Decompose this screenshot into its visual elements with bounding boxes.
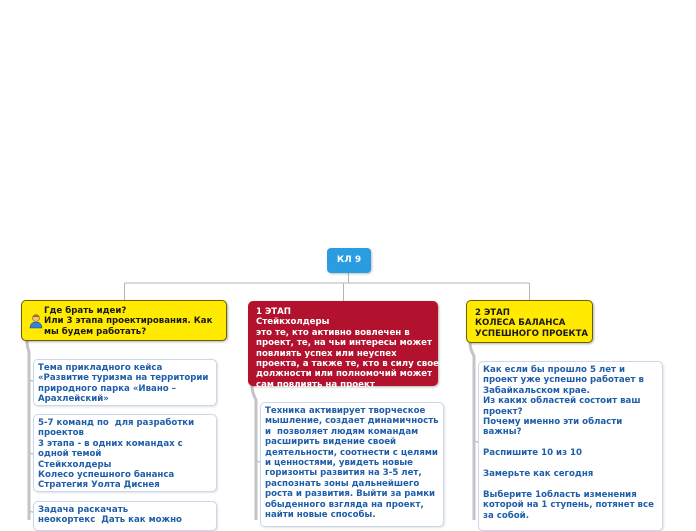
ideas-topic-2[interactable] (33, 414, 217, 492)
root-node[interactable] (327, 248, 371, 273)
stage2-topic-1-line: проект? (483, 406, 523, 417)
stage2-topic-1-line: Почему именно эти области (483, 417, 623, 428)
stage2-topic-1-line: проект уже успешно работает в (483, 375, 644, 386)
branch-stage1-line: 1 ЭТАП (256, 307, 291, 317)
branch-stage1-node[interactable] (248, 301, 445, 390)
stage1-topic-1-line: обыденного взгляда на проект, (265, 499, 424, 510)
stage2-topic-1-line: Распишите 10 из 10 (483, 448, 583, 459)
stage2-topic-1-line: Выберите 1область изменения (483, 489, 637, 500)
stage2-topic-1-line: важны? (483, 427, 522, 438)
branch-stage1-line: должности или полномочий может (256, 369, 433, 380)
ideas-topic-2-line: Стейкхолдеры (38, 459, 112, 470)
stage1-topic-1-line: Техника активирует творческое (265, 406, 426, 416)
branch-ideas-line-1: Где брать идеи? (44, 306, 127, 316)
branch-stage1-line: сам повлиять на проект (256, 379, 375, 390)
branch-stage1-line: проекта, а также те, кто в силу своей (256, 359, 445, 370)
ideas-topic-3-line: Задача раскачать (38, 505, 129, 515)
stage2-topic-1[interactable] (478, 361, 663, 531)
ideas-topic-2-line: Стратегия Уолта Диснея (38, 480, 160, 491)
stage1-topic-1-line: распознать зоны дальнейшего (265, 478, 420, 489)
stage2-topic-1-line: Забайкальском крае. (483, 385, 590, 396)
branch-stage2-node[interactable] (466, 300, 593, 343)
ideas-topic-2-line: проектов (38, 428, 84, 439)
branch-stage1-line: повлиять успех или неуспех (256, 348, 397, 359)
ideas-topic-2-line: 3 этапа - в одних командах с (38, 438, 183, 449)
branch-ideas-line-3: мы будем работать? (44, 326, 147, 337)
stage1-topic-1-line: расширить видение своей (265, 437, 397, 448)
branch-stage1-line: проект, те, на чьи интересы может (256, 338, 432, 349)
spine-stage1 (252, 386, 256, 520)
stage1-topic-1-line: и ценностями, увидеть новые (265, 458, 414, 469)
branch-stage2-line: КОЛЕСА БАЛАНСА (475, 318, 566, 329)
stage2-topic-1-line: Из каких областей состоит ваш (483, 396, 641, 407)
stage1-topic-1-line: и позволяет людям командам (265, 426, 419, 437)
branch-stage1-line: это те, кто активно вовлечен в (256, 327, 410, 338)
person-icon (29, 313, 43, 329)
stage2-topic-1-line: Замерьте как сегодня (483, 469, 594, 480)
stage1-topic-1-line: роста и развития. Выйти за рамки (265, 489, 436, 500)
ideas-topic-3-line: неокортекс Дать как можно (38, 515, 182, 526)
root-label: КЛ 9 (336, 255, 362, 265)
branch-ideas-line-2: Или 3 этапа проектирования. Как (44, 316, 213, 327)
ideas-topic-1-line: «Развитие туризма на территории (38, 373, 209, 384)
spine-ideas (27, 341, 29, 520)
ideas-topic-1[interactable] (33, 359, 217, 406)
ideas-topic-1-line: Арахлейский» (38, 394, 109, 405)
spine-stage2 (470, 343, 474, 520)
stage2-topic-1-line (483, 479, 658, 489)
stage1-topic-1[interactable] (260, 402, 444, 527)
stage1-topic-1-line: мышление, создает динамичность (265, 416, 439, 427)
branch-stage2-line: УСПЕШНОГО ПРОЕКТА (475, 328, 589, 339)
stage2-topic-1-line: за собой. (483, 510, 529, 521)
branch-ideas-node[interactable] (21, 300, 227, 341)
ideas-topic-3[interactable] (33, 501, 217, 531)
branch-stage1-line: Стейкхолдеры (256, 317, 330, 328)
stage1-topic-1-line: деятельности, соотнести с целями (265, 447, 438, 458)
stage2-topic-1-line (483, 438, 658, 448)
stage2-topic-1-line (483, 459, 658, 469)
stage1-topic-1-line: найти новые способы. (265, 510, 376, 521)
ideas-topic-2-line: 5-7 команд по для разработки (38, 418, 195, 428)
ideas-topic-1-line: природного парка «Ивано – (38, 383, 176, 394)
ideas-topic-1-line: Тема прикладного кейса (38, 363, 169, 373)
ideas-topic-2-line: Колесо успешного бананса (38, 470, 175, 481)
stage2-topic-1-line: Как если бы прошло 5 лет и (483, 365, 626, 375)
stage2-topic-1-line: которой на 1 ступень, потянет все (483, 500, 654, 511)
stage1-topic-1-line: горизонты развития на 3-5 лет, (265, 468, 422, 479)
ideas-topic-2-line: одной темой (38, 449, 102, 460)
branch-stage2-line: 2 ЭТАП (475, 308, 510, 318)
